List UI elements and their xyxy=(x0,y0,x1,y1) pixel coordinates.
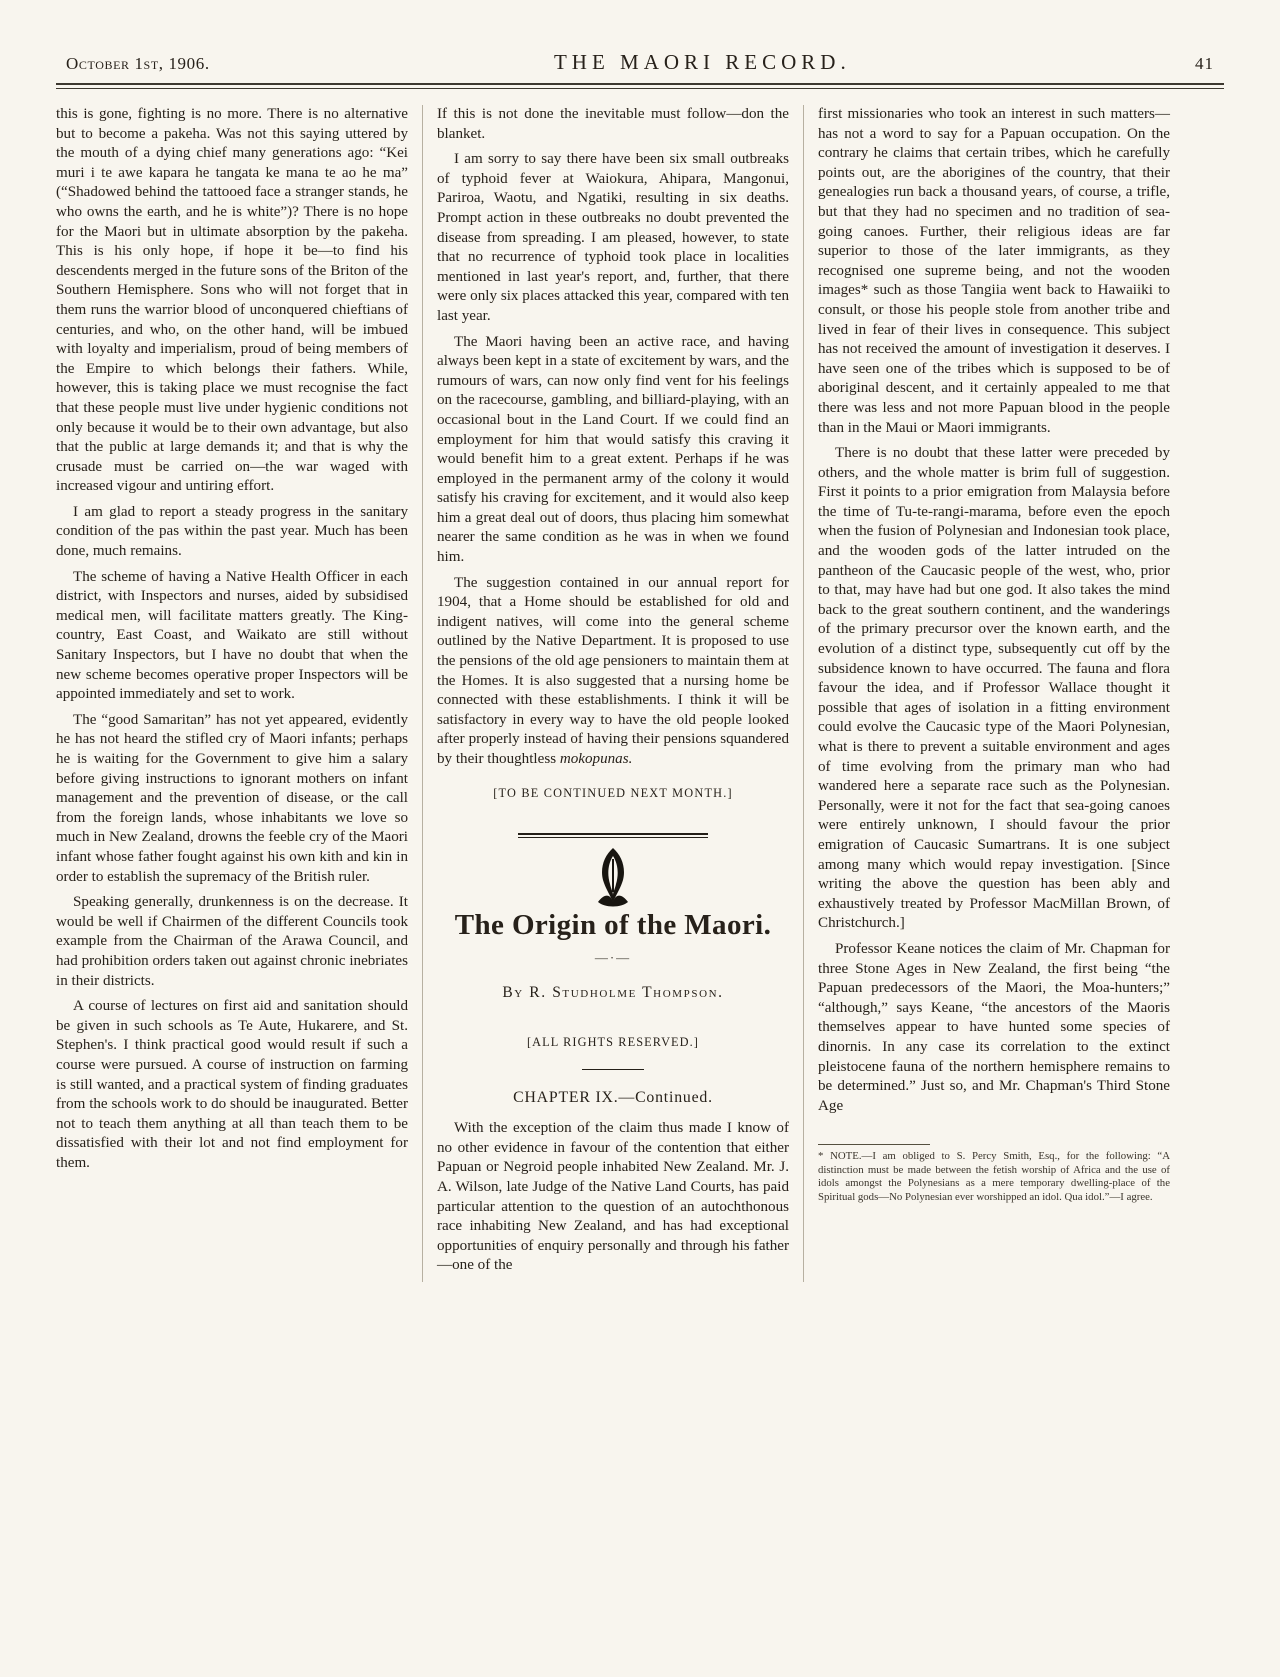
paragraph: There is no doubt that these latter were preceded by others, and the whole matter is brim full of suggestion. First it points to a prior emigration from Malaysia before the time of Tu-te-rangi-marama, before even the epoch when the fusion of Polynesian and Indonesian took place, and the wooden gods of the latter intruded on the pantheon of the Caucasic people of the west, who, prior to that, may have had but one god. It also takes the mind back to the great southern continent, and the wanderings of the primary precursor over the known earth, and the evolution of a distinct type, subsequently cut off by the subsidence known to have occurred. The fauna and flora favour the idea, and if Professor Wallace thought it possible that ages of isolation in a fitting environment could evolve the Caucasic type of the Maori Polynesian, what is there to prevent a suitable environment and ages of time evolving from the primary man who had wandered here a separate race such as the Polynesian. Personally, were it not for the fact that sea-going canoes were entirely unknown, I should favour the prior emigration of Caucasic Sumartrans. It is one subject among many which would repay investigation. [Since writing the above the question has been ably and exhaustively treated by Professor MacMillan Brown, of Christchurch.] xyxy=(818,445,1170,932)
column-middle xyxy=(437,105,789,1282)
italic-word: mokopunas. xyxy=(559,751,633,767)
paragraph: A course of lectures on first aid and sanitation should be given in such schools as Te Aute, Hukarere, and St. Stephen's. I think practical good would result if such a course were pursued. A course of instruction on farming is still wanted, and a practical system of finding graduates from the schools work to do should be inaugurated. Better not to teach them anything at all than teach them to be dissatisfied with their lot and not find employment for them. xyxy=(56,998,408,1171)
columns-container xyxy=(56,105,1224,1282)
title-divider-ornament: —·— xyxy=(594,949,632,965)
article-byline: By R. Studholme Thompson. xyxy=(502,984,724,1002)
header-double-rule xyxy=(56,83,1224,89)
lily-ornament-icon xyxy=(437,846,789,910)
column-divider xyxy=(803,105,804,1282)
chapter-heading: CHAPTER IX.—Continued. xyxy=(513,1088,713,1106)
paragraph: Professor Keane notices the claim of Mr. Chapman for three Stone Ages in New Zealand, the first being “the Papuan predecessors of the Maori, the Moa-hunters;” “although,” says Keane, “the ancestors of the Maoris themselves appear to have hunted some species of dinornis. In any case its correlation to the extinct pleistocene fauna of the northern hemisphere remains to be determined.” Just so, and Mr. Chapman's Third Stone Age xyxy=(818,940,1170,1114)
issue-date: October 1st, 1906. xyxy=(66,54,210,73)
paragraph: With the exception of the claim thus made I know of no other evidence in favour of the contention that either Papuan or Negroid people inhabited New Zealand. Mr. J. A. Wilson, late Judge of the Native Land Courts, has paid particular attention to the question of an autochthonous race inhabiting New Zealand, and has had exceptional opportunities of enquiry personally and through his father—one of the xyxy=(437,1120,789,1274)
paragraph: If this is not done the inevitable must follow—don the blanket. xyxy=(437,106,789,142)
paragraph: The scheme of having a Native Health Officer in each district, with Inspectors and nurses, aided by subsidised medical men, will facilitate matters greatly. The King-country, East Coast, and Waikato are still without Sanitary Inspectors, but I have no doubt that when the new scheme becomes operative proper Inspectors will be appointed immediately and set to work. xyxy=(56,568,408,703)
paragraph: I am glad to report a steady progress in the sanitary condition of the pas within the past year. Much has been done, much remains. xyxy=(56,503,408,560)
column-left xyxy=(56,105,408,1282)
continued-notice: [TO BE CONTINUED NEXT MONTH.] xyxy=(493,785,733,800)
paragraph: The Maori having been an active race, and having always been kept in a state of excitement by wars, and the rumours of wars, can now only find vent for his feelings on the racecourse, gambling, and billiard-playing, with an occasional bout in the Land Court. If we could find an employment for him that would satisfy this craving it would benefit him to a great extent. Perhaps if he was employed in the permanent army of the colony it would satisfy his craving for excitement, and it would also keep him a great deal out of doors, thus placing him somewhat nearer the same condition as he was in when we found him. xyxy=(437,333,789,566)
column-right xyxy=(818,105,1170,1282)
paragraph: The “good Samaritan” has not yet appeared, evidently he has not heard the stifled cry of Maori infants; perhaps he is waiting for the Government to give him a salary before giving instructions to ignorant mothers on infant management and the prevention of disease, or the call from the foreign lands, whose inhabitants we love so much in New Zealand, drowns the feeble cry of the Maori infant whose father fought against his own kith and kin in order to establish the supremacy of the British ruler. xyxy=(56,711,408,885)
footnote-block xyxy=(818,1144,1170,1204)
article-title: The Origin of the Maori. xyxy=(454,909,772,942)
paragraph: this is gone, fighting is no more. There is no alternative but to become a pakeha. Was not this saying uttered by the mouth of a dying chief many generations ago: “Kei muri i te awe kapara he tangata ke mana te ao he ma” (“Shadowed behind the tattooed face a stranger stands, he who owns the earth, and he is white”)? There is no hope for the Maori but in ultimate absorption by the pakeha. This is his only hope, if hope it be—to find his descendents merged in the future sons of the Briton of the Southern Hemisphere. Sons who will not forget that in them runs the warrior blood of unconquered chieftians of centuries, and who, on the other hand, will be imbued with loyalty and imperialism, proud of being members of the Empire to which belongs their fathers. While, however, this is taking place we must recognise the fact that these people must live under hygienic conditions not only because it would be to their own advantage, but also that the public at large demands it; and that is why the crusade must be carried on—the war waged with increased vigour and untiring effort. xyxy=(56,106,408,495)
short-rule xyxy=(582,1069,644,1070)
paragraph xyxy=(437,574,789,770)
paragraph: I am sorry to say there have been six small outbreaks of typhoid fever at Waiokura, Ahipara, Mangonui, Pariroa, Waotu, and Ngatiki, resulting in six deaths. Prompt action in these outbreaks no doubt prevented the disease from spreading. I am pleased, however, to state that no recurrence of typhoid took place in localities mentioned in last year's report, and, further, that there were only six places attacked this year, compared with ten last year. xyxy=(437,151,789,324)
ornament-double-rule xyxy=(518,833,708,838)
page-header xyxy=(56,50,1224,83)
rights-notice: [ALL RIGHTS RESERVED.] xyxy=(526,1034,700,1049)
paragraph: Speaking generally, drunkenness is on the decrease. It would be well if Chairmen of the different Councils took example from the Chairman of the Arawa Council, and had prohibition orders taken out against chronic inebriates in their districts. xyxy=(56,894,408,989)
footnote-rule xyxy=(818,1144,930,1145)
column-divider xyxy=(422,105,423,1282)
journal-title: THE MAORI RECORD. xyxy=(553,50,851,74)
page-number: 41 xyxy=(1195,54,1214,73)
footnote-text: * NOTE.—I am obliged to S. Percy Smith, Esq., for the following: “A distinction must be made between the fetish worship of Africa and the use of idols amongst the Polynesians as a mere temporary dwelling-place of the Spiritual gods—No Polynesian ever worshipped an idol. Qua idol.”—I agree. xyxy=(818,1150,1170,1203)
paragraph-text: The suggestion contained in our annual report for 1904, that a Home should be established for old and indigent natives, will come into the general scheme outlined by the Native Department. It is proposed to use the pensions of the old age pensioners to maintain them at the Homes. It is also suggested that a nursing home be connected with these establishments. I think it will be satisfactory in every way to have the old people looked after properly instead of having their pensions squandered by their thoughtless xyxy=(437,574,789,767)
paragraph: first missionaries who took an interest in such matters—has not a word to say for a Papuan occupation. On the contrary he claims that certain tribes, which he carefully points out, are the aborigines of the country, that their genealogies run back a thousand years, of course, a trifle, but that they had no specimen and no tradition of sea-going canoes. Further, their religious ideas are far superior to those of the later immigrants, as they recognised one supreme being, and not the wooden images* such as those Tangiia went back to Hawaiiki to consult, or those his people stole from another tribe and lived in fear of their lives in consequence. This subject has not received the amount of investigation it deserves. I have seen one of the tribes which is supposed to be of aboriginal descent, and it certainly appealed to me that there was less and not more Papuan blood in the people than in the Maui or Maori immigrants. xyxy=(818,106,1170,436)
